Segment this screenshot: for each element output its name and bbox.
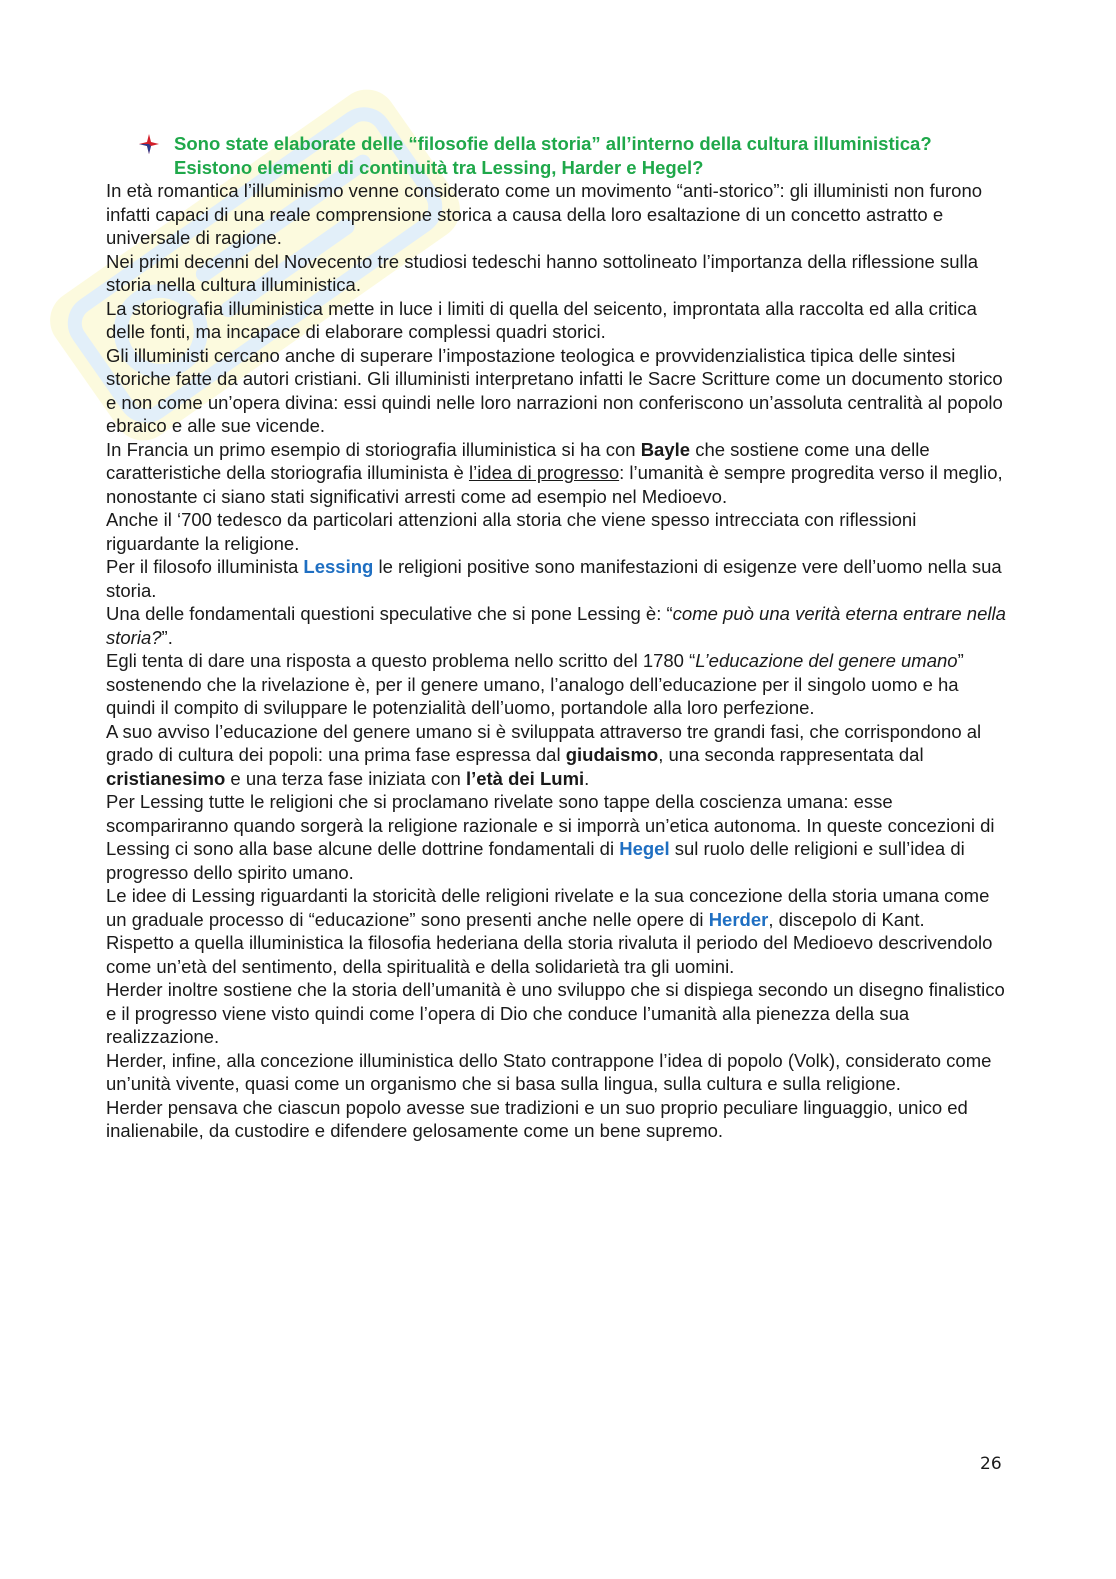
text-run: In Francia un primo esempio di storiografia illuministica si ha con (106, 438, 641, 460)
text-run: Le idee di Lessing riguardanti la storicità delle religioni rivelate e la sua concezione della storia umana come un graduale processo di “educazione” sono presenti anche nelle opere di (106, 885, 990, 930)
bold-term-cristianesimo: cristianesimo (106, 767, 226, 789)
paragraph: Nei primi decenni del Novecento tre studiosi tedeschi hanno sottolineato l’importanza della riflessione sulla storia nella cultura illuministica. (106, 250, 979, 295)
paragraph: Rispetto a quella illuministica la filosofia hederiana della storia rivaluta il periodo del Medioevo descrivendolo come un’età del sentimento, della spiritualità e della solidarietà tra gli uomini. (106, 932, 993, 977)
text-run: A suo avviso l’educazione del genere umano si è sviluppata attraverso tre grandi fasi, che corrispondono al grado di cultura dei popoli: una prima fase espressa dal (106, 720, 982, 765)
text-run: , discepolo di Kant. (768, 908, 925, 930)
paragraph: Gli illuministi cercano anche di superare l’impostazione teologica e provvidenzialistica tipica delle sintesi storiche fatte da autori cristiani. Gli illuministi interpretano infatti le Sacre Scritture come un documento storico e non come un’opera divina: essi quindi nelle loro narrazioni non conferiscono un’assoluta centralità al popolo ebraico e alle sue vicende. (106, 344, 1003, 436)
paragraph (106, 602, 1012, 649)
paragraph (106, 884, 1012, 931)
italic-quote: come può una verità eterna entrare nella storia? (106, 603, 1006, 648)
underlined-phrase: l’idea di progresso (468, 462, 620, 483)
paragraph: La storiografia illuministica mette in luce i limiti di quella del seicento, improntata alla raccolta ed alla critica delle fonti, ma incapace di elaborare complessi quadri storici. (106, 297, 977, 342)
text-run: , una seconda rappresentata dal (658, 744, 924, 765)
section-heading (106, 132, 1012, 179)
text-run: sul ruolo delle religioni e sull’idea di progresso dello spirito umano. (106, 838, 965, 883)
italic-title: L’educazione del genere umano (695, 650, 958, 671)
bold-term-giudaismo: giudaismo (565, 744, 659, 765)
text-run: e una terza fase iniziata con (225, 767, 466, 789)
name-bayle: Bayle (640, 438, 691, 460)
paragraph (106, 555, 1012, 602)
text-run: le religioni positive sono manifestazioni di esigenze vere dell’uomo nella sua storia. (106, 556, 1002, 601)
paragraph: Herder, infine, alla concezione illuministica dello Stato contrappone l’idea di popolo (Volk), considerato come un’unità vivente, quasi come un organismo che si basa sulla lingua, sulla cultura e sulla religione. (106, 1049, 992, 1094)
paragraph (106, 649, 1012, 720)
paragraph (106, 438, 1012, 509)
bold-term-lumi: l’età dei Lumi (465, 767, 585, 789)
paragraph: Herder inoltre sostiene che la storia dell’umanità è uno sviluppo che si dispiega secondo un disegno finalistico e il progresso viene visto quindi come l’opera di Dio che conduce l’umanità alla pienezza della sua realizzazione. (106, 979, 1005, 1047)
text-run: ” sostenendo che la rivelazione è, per il genere umano, l’analogo dell’educazione per il singolo uomo e ha quindi il compito di sviluppare le potenzialità dell’uomo, portandole alla loro perfezione. (106, 650, 964, 718)
text-run: che sostiene come una delle caratteristiche della storiografia illuminista è (106, 438, 930, 483)
text-run: Per Lessing tutte le religioni che si proclamano rivelate sono tappe della coscienza umana: esse scompariranno quando sorgerà la religione razionale e si imporrà un’etica autonoma. In queste concezioni di Lessing ci sono alla base alcune delle dottrine fondamentali di (106, 791, 995, 859)
text-run: : l’umanità è sempre progredita verso il meglio, nonostante ci siano stati significativi arresti come ad esempio nel Medioevo. (106, 462, 1003, 507)
paragraph (106, 720, 1012, 791)
paragraph: In età romantica l’illuminismo venne considerato come un movimento “anti-storico”: gli illuministi non furono infatti capaci di una reale comprensione storica a causa della loro esaltazione di un concetto astratto e universale di ragione. (106, 180, 983, 248)
heading-text: Sono state elaborate delle “filosofie della storia” all’interno della cultura illuministica? Esistono elementi di continuità tra Lessing, Harder e Hegel? (174, 133, 932, 178)
paragraph: Anche il ‘700 tedesco da particolari attenzioni alla storia che viene spesso intrecciata con riflessioni riguardante la religione. (106, 509, 917, 554)
paragraph (106, 790, 1012, 884)
text-run: Egli tenta di dare una risposta a questo problema nello scritto del 1780 “ (106, 650, 696, 671)
text-run: ”. (161, 626, 173, 648)
paragraph: Herder pensava che ciascun popolo avesse sue tradizioni e un suo proprio peculiare linguaggio, unico ed inalienabile, da custodire e difendere gelosamente come un bene supremo. (106, 1096, 968, 1141)
name-lessing: Lessing (303, 556, 374, 577)
four-pointed-star-bullet-icon (139, 134, 159, 154)
text-run: Una delle fondamentali questioni speculative che si pone Lessing è: “ (106, 603, 673, 624)
name-herder: Herder (708, 908, 769, 930)
document-body (106, 132, 1012, 1143)
text-run: Per il filosofo illuminista (106, 556, 304, 577)
page-number: 26 (980, 1454, 1002, 1474)
name-hegel: Hegel (619, 838, 670, 859)
text-run: . (584, 767, 590, 789)
